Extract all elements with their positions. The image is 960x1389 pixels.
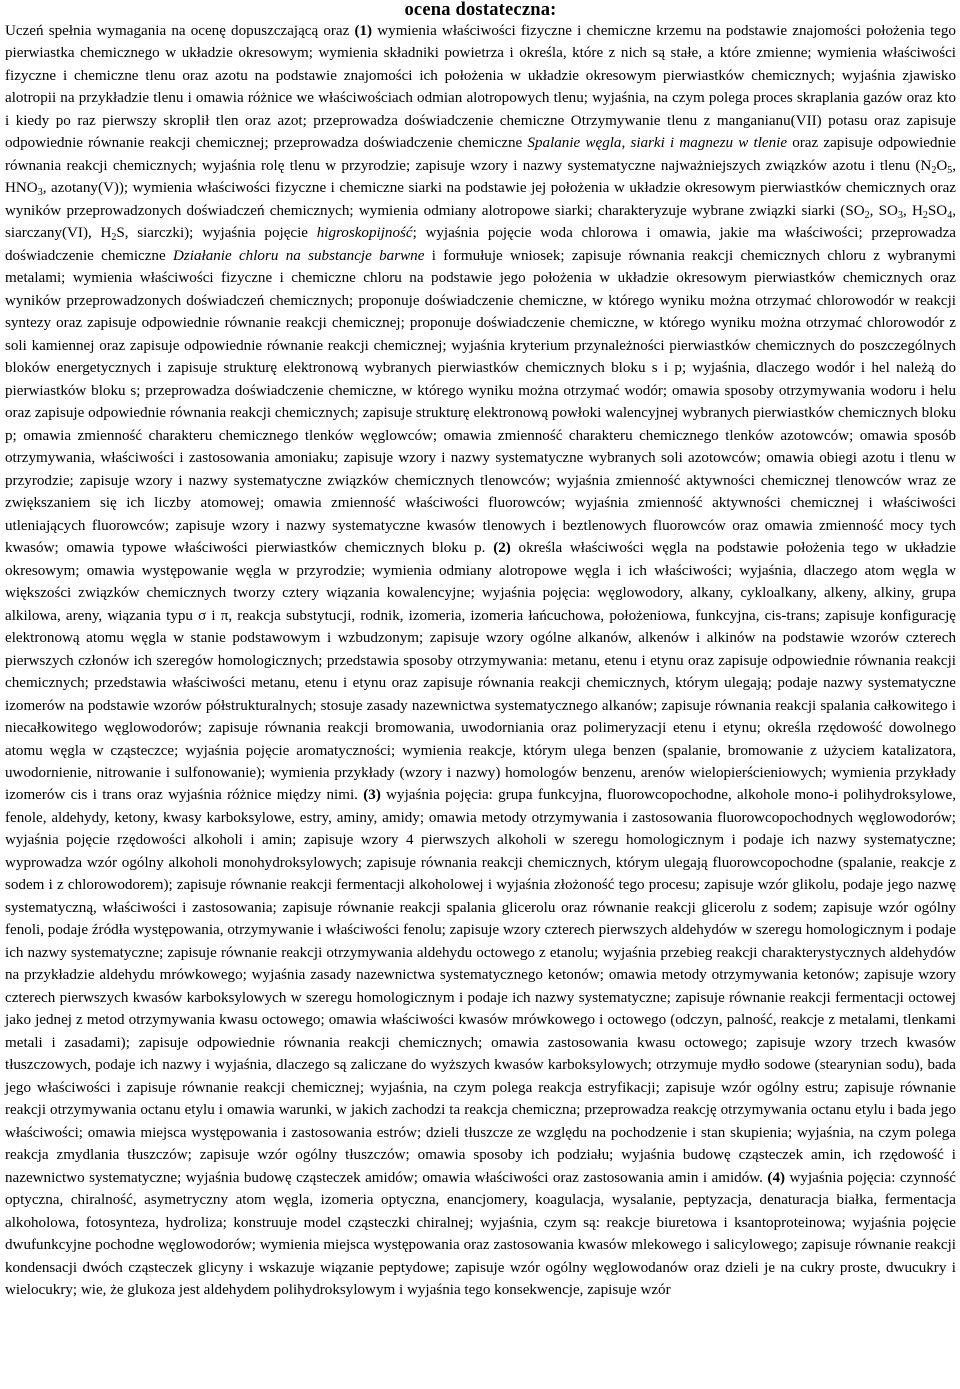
subscript: 2 xyxy=(922,209,928,221)
text-run: Uczeń spełnia wymagania na ocenę dopuszczającą oraz xyxy=(5,23,355,39)
text-run: ; wyjaśnia pojęcie woda chlorowa i omawia, jakie ma właściwości; przeprowadza doświadczenie chemiczne xyxy=(5,225,956,264)
text-run: wymienia właściwości fizyczne i chemiczne krzemu na podstawie znajomości położenia tego pierwiastka chemicznego w układzie okresowym; wymienia składniki powietrza i określa, które z nich są stałe, a które zmienne; wymienia właściwości fizyczne i chemiczne tlenu oraz azotu na podstawie znajomości ich położenia w układzie okresowym pierwiastków chemicznych; wyjaśnia zjawisko alotropii na przykładzie tlenu i omawia różnice we właściwościach odmian alotropowych tlenu; wyjaśnia, na czym polega proces skraplania gazów oraz kto i kiedy po raz pierwszy skroplił tlen oraz azot; przeprowadza doświadczenie chemiczne Otrzymywanie tlenu z manganianu(VII) potasu oraz zapisuje odpowiednie równanie reakcji chemicznej; przeprowadza doświadczenie chemiczne xyxy=(5,23,956,152)
subscript: 5 xyxy=(947,164,953,176)
text-run: wyjaśnia pojęcia: grupa funkcyjna, fluorowcopochodne, alkohole mono-i polihydroksylowe, fenole, aldehydy, ketony, kwasy karboksylowe, estry, aminy, amidy; omawia metody otrzymywania i zastosowania fluorowcopochodnych węglowodorów; wyjaśnia pojęcie rzędowości alkoholi i amin; zapisuje wzory 4 pierwszych alkoholi w szeregu homologicznym i podaje ich nazwy systematyczne; wyprowadza wzór ogólny alkoholi monohydroksylowych; zapisuje równania reakcji chemicznych, którym ulegają fluorowcopochodne (spalanie, reakcje z sodem i z chlorowodorem); zapisuje równanie reakcji fermentacji alkoholowej i wyjaśnia złożoność tego procesu; zapisuje wzór glikolu, podaje jego nazwę systematyczną, właściwości i zastosowania; zapisuje równanie reakcji spalania glicerolu oraz równanie reakcji glicerolu z sodem; zapisuje wzór ogólny fenoli, podaje źródła występowania, otrzymywanie i właściwości fenolu; zapisuje wzory czterech pierwszych aldehydów w szeregu homologicznym i podaje ich nazwy systematyczne; zapisuje równanie reakcji otrzymywania aldehydu octowego z etanolu; wyjaśnia przebieg reakcji charakterystycznych aldehydów na przykładzie aldehydu mrówkowego; wyjaśnia zasady nazewnictwa systematycznego ketonów; omawia metody otrzymywania ketonów; zapisuje wzory czterech pierwszych kwasów karboksylowych w szeregu homologicznym i podaje ich nazwy systematyczne; zapisuje równanie reakcji fermentacji octowej jako jednej z metod otrzymywania kwasu octowego; omawia właściwości kwasów mrówkowego i octowego (odczyn, palność, reakcje z metalami, tlenkami metali i zasadami); zapisuje odpowiednie równania reakcji chemicznych; omawia zastosowania kwasu octowego; zapisuje wzory trzech kwasów tłuszczowych, podaje ich nazwy i wyjaśnia, dlaczego są zaliczane do wyższych kwasów karboksylowych; otrzymuje mydło sodowe (stearynian sodu), bada jego właściwości i zapisuje równanie reakcji chemicznej; wyjaśnia, na czym polega reakcja estryfikacji; zapisuje wzór ogólny estru; zapisuje równanie reakcji otrzymywania octanu etylu i omawia warunki, w jakich zachodzi ta reakcja chemiczna; przeprowadza reakcję otrzymywania octanu etylu i bada jego właściwości; omawia miejsca występowania i zastosowania estrów; dzieli tłuszcze ze względu na pochodzenie i stan skupienia; wyjaśnia, na czym polega reakcja zmydlania tłuszczów; zapisuje wzór ogólny tłuszczów; omawia sposoby ich podziału; wyjaśnia budowę cząsteczek amin, ich rzędowość i nazewnictwo systematyczne; wyjaśnia budowę cząsteczek amidów; omawia właściwości oraz zastosowania amin i amidów. xyxy=(5,787,956,1186)
subscript: 3 xyxy=(37,187,43,199)
section-number: (1) xyxy=(354,23,373,39)
text-run: O xyxy=(936,157,948,174)
text-run: , SO xyxy=(869,202,898,219)
text-run: S, siarczki); wyjaśnia pojęcie xyxy=(116,225,317,242)
text-run: określa właściwości węgla na podstawie położenia tego w układzie okresowym; omawia występowanie węgla w przyrodzie; wymienia odmiany alotropowe węgla i ich właściwości; wyjaśnia, dlaczego atom węgla w większości związków chemicznych tworzy cztery wiązania kowalencyjne; wyjaśnia pojęcia: węglowodory, alkany, cykloalkany, alkeny, alkiny, grupa alkilowa, areny, wiązania typu σ i π, reakcja substytucji, rodnik, izomeria, izomeria łańcuchowa, położeniowa, funkcyjna, cis-trans; zapisuje konfigurację elektronową atomu węgla w stanie podstawowym i wzbudzonym; zapisuje wzory ogólne alkanów, alkenów i alkinów na podstawie wzorów czterech pierwszych członów ich szeregów homologicznych; przedstawia sposoby otrzymywania: metanu, etenu i etynu oraz zapisuje odpowiednie równania reakcji chemicznych; przedstawia właściwości metanu, etenu i etynu oraz zapisuje równania reakcji chemicznych, którym ulegają; podaje nazwy systematyczne izomerów na podstawie wzorów półstrukturalnych; stosuje zasady nazewnictwa systematycznego alkanów; zapisuje równania reakcji spalania całkowitego i niecałkowitego węglowodorów; zapisuje równania reakcji bromowania, uwodorniania oraz polimeryzacji etenu i etynu; określa rzędowość dowolnego atomu węgla w cząsteczce; wyjaśnia pojęcie aromatyczności; wymienia reakcje, którym ulega benzen (spalanie, bromowanie z użyciem katalizatora, uwodornienie, nitrowanie i sulfonowanie); wymienia przykłady (wzory i nazwy) homologów benzenu, arenów wielopierścieniowych; wymienia przykłady izomerów cis i trans oraz wyjaśnia różnice między nimi. xyxy=(5,540,956,804)
text-run: i formułuje wniosek; zapisuje równania reakcji chemicznych chloru z wybranymi metalami; wymienia właściwości fizyczne i chemiczne chloru na podstawie jego położenia w układzie okresowym pierwiastków chemicznych oraz wyników przeprowadzonych doświadczeń chemicznych; proponuje doświadczenie chemiczne, w którego wyniku można otrzymać chlorowodór w reakcji syntezy oraz zapisuje odpowiednie równanie reakcji chemicznej; proponuje doświadczenie chemiczne, w którego wyniku można otrzymać chlorowodór z soli kamiennej oraz zapisuje odpowiednie równanie reakcji chemicznej; wyjaśnia kryterium przynależności pierwiastków chemicznych do poszczególnych bloków energetycznych i zapisuje strukturę elektronową wybranych pierwiastków chemicznych bloku s i p; wyjaśnia, dlaczego wodór i hel należą do pierwiastków bloku s; przeprowadza doświadczenie chemiczne, w którego wyniku można otrzymać wodór; omawia sposoby otrzymywania wodoru i helu oraz zapisuje odpowiednie równania reakcji chemicznych; zapisuje strukturę elektronową powłoki walencyjnej wybranych pierwiastków chemicznych bloku p; omawia zmienność charakteru chemicznego tlenków węglowców; omawia zmienność charakteru chemicznego tlenków azotowców; omawia sposób otrzymywania, właściwości i zastosowania amoniaku; zapisuje wzory i nazwy systematyczne wybranych soli azotowców; omawia obiegi azotu i tlenu w przyrodzie; zapisuje wzory i nazwy systematyczne związków chemicznych tlenowców; wyjaśnia zmienność aktywności chemicznej tlenowców wraz ze zwiększaniem się ich liczby atomowej; omawia zmienność właściwości fluorowców; wyjaśnia zmienność aktywności chemicznej i właściwości utleniających fluorowców; zapisuje wzory i nazwy systematyczne kwasów tlenowych i beztlenowych fluorowców oraz omawia zmienność mocy tych kwasów; omawia typowe właściwości pierwiastków chemicznych bloku p. xyxy=(5,247,956,557)
section-number: (4) xyxy=(767,1169,786,1186)
subscript: 2 xyxy=(931,164,937,176)
text-run: SO xyxy=(927,202,948,219)
text-run: oraz zapisuje odpowiednie równania reakcji chemicznych; wyjaśnia rolę tlenu w przyrodzie; zapisuje wzory i nazwy systematyczne najważniejszych związków azotu i tlenu (N xyxy=(5,135,956,174)
experiment-title: Spalanie węgla, siarki i magnezu w tlenie xyxy=(527,135,788,152)
text-run: wyjaśnia pojęcia: czynność optyczna, chiralność, asymetryczny atom węgla, izomeria optyczna, enancjomery, koagulacja, wysalanie, peptyzacja, denaturacja białka, fermentacja alkoholowa, fotosynteza, hydroliza; konstruuje model cząsteczki chiralnej; wyjaśnia, czym są: reakcje biuretowa i ksantoproteinowa; wyjaśnia pojęcie dwufunkcyjne pochodne węglowodorów; wymienia miejsca występowania oraz zastosowania kwasów mlekowego i salicylowego; zapisuje równanie reakcji kondensacji dwóch cząsteczek glicyny i wskazuje wiązanie peptydowe; zapisuje wzór ogólny węglowodanów oraz dzieli je na cukry proste, dwucukry i wielocukry; wie, że glukoza jest aldehydem polihydroksylowym i wyjaśnia tego konsekwencje, zapisuje wzór xyxy=(5,1169,957,1299)
section-number: (3) xyxy=(363,787,381,804)
subscript: 2 xyxy=(864,209,870,221)
page-title: ocena dostateczna: xyxy=(404,0,557,20)
subscript: 2 xyxy=(111,232,117,244)
section-number: (2) xyxy=(493,540,511,557)
text-run: , siarczany(VI), H xyxy=(5,202,956,242)
experiment-title: Działanie chloru na substancje barwne xyxy=(172,247,425,264)
requirements-paragraph xyxy=(5,20,956,1302)
subscript: 4 xyxy=(947,209,953,221)
text-run: , HNO xyxy=(5,157,956,197)
subscript: 3 xyxy=(897,209,903,221)
text-run: , H xyxy=(902,202,923,219)
text-run: , azotany(V)); wymienia właściwości fizyczne i chemiczne siarki na podstawie jej położenia w układzie okresowym pierwiastków chemicznych oraz wyników przeprowadzonych doświadczeń chemicznych; wymienia odmiany alotropowe siarki; charakteryzuje wybrane związki siarki (SO xyxy=(5,180,956,219)
experiment-title: higroskopijność xyxy=(316,225,413,242)
